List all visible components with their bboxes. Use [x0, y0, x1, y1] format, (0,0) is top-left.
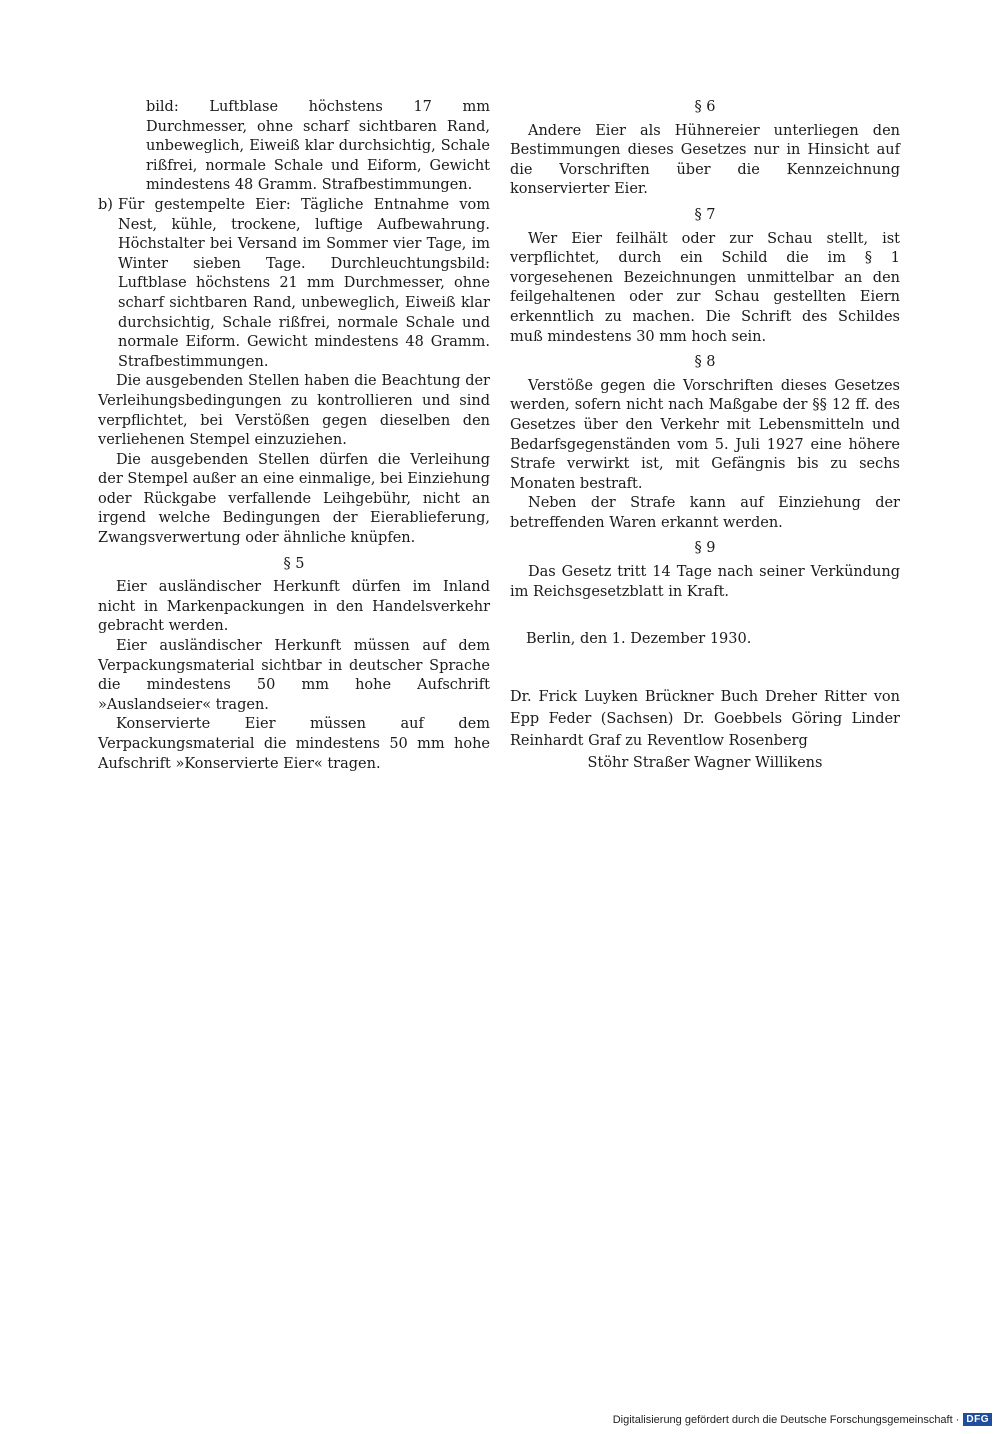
- section-8-text-1: Verstöße gegen die Vorschriften dieses Gesetzes werden, sofern nicht nach Maßgabe der §§ 12 ff. des Gesetzes über den Verkehr mit Lebensmitteln und Bedarfsgegenständen vom 5. Juli 1927 eine höhere Strafe verwirkt ist, mit Gefängnis bis zu sechs Monaten bestraft.: [510, 377, 900, 492]
- section-8-heading: § 8: [694, 354, 716, 371]
- section-7-text: Wer Eier feilhält oder zur Schau stellt, ist verpflichtet, durch ein Schild die im § 1 vorgesehenen Bezeichnungen unmittelbar an den feilgehaltenen oder zur Schau gestellten Eiern erkenntlich zu machen. Die Schrift des Schildes muß mindestens 30 mm hoch sein.: [510, 230, 900, 345]
- paragraph-stellen-kontrolle: Die ausgebenden Stellen haben die Beachtung der Verleihungsbedingungen zu kontrollieren und sind verpflichtet, bei Verstößen gegen dieselben den verliehenen Stempel einzuziehen.: [98, 373, 490, 449]
- place-date: Berlin, den 1. Dezember 1930.: [526, 631, 752, 648]
- item-b-label: b): [98, 196, 113, 213]
- section-5-paragraph-2: Eier ausländischer Herkunft müssen auf dem Verpackungsmaterial sichtbar in deutscher Sprache die mindestens 50 mm hohe Aufschrift »Auslandseier« tragen.: [98, 638, 490, 713]
- item-a-continuation: bild: Luftblase höchstens 17 mm Durchmesser, ohne scharf sichtbaren Rand, unbeweglich, Eiweiß klar durchsichtig, Schale rißfrei, normale Schale und Eiform, Gewicht mindestens 48 Gramm. Strafbestimmungen.: [146, 99, 490, 194]
- digitization-footer: [613, 1413, 992, 1426]
- left-column: [98, 98, 490, 774]
- footer-text: Digitalisierung gefördert durch die Deutsche Forschungsgemeinschaft ·: [612, 1413, 960, 1426]
- paragraph-stellen-verleihung: Die ausgebenden Stellen dürfen die Verleihung der Stempel außer an eine einmalige, bei Einziehung oder Rückgabe verfallende Leihgebühr, nicht an irgend welche Bedingungen der Eierablieferung, Zwangsverwertung oder ähnliche knüpfen.: [98, 451, 490, 547]
- section-6-text: Andere Eier als Hühnereier unterliegen den Bestimmungen dieses Gesetzes nur in Hinsicht auf die Vorschriften über die Kennzeichnung konservierter Eier.: [510, 122, 900, 198]
- section-8-text-2: Neben der Strafe kann auf Einziehung der betreffenden Waren erkannt werden.: [510, 495, 900, 531]
- section-5-paragraph-3: Konservierte Eier müssen auf dem Verpackungsmaterial die mindestens 50 mm hohe Aufschrift »Konservierte Eier« tragen.: [98, 716, 490, 772]
- item-b-text: Für gestempelte Eier: Tägliche Entnahme vom Nest, kühle, trockene, luftige Aufbewahrung. Höchstalter bei Versand im Sommer vier Tage, im Winter sieben Tage. Durchleuchtungsbild: Luftblase höchstens 21 mm Durchmesser, ohne scharf sichtbaren Rand, unbeweglich, Eiweiß klar durchsichtig, Schale rißfrei, normale Schale und normale Eiform. Gewicht mindestens 48 Gramm. Strafbestimmungen.: [118, 196, 490, 370]
- signatures-last-line: Stöhr Straßer Wagner Willikens: [587, 754, 823, 771]
- item-b: [98, 196, 490, 372]
- dfg-logo: DFG: [963, 1413, 992, 1426]
- signatures-block: [510, 686, 900, 774]
- section-6-heading: § 6: [694, 99, 716, 115]
- signatures-main: Dr. Frick Luyken Brückner Buch Dreher Ritter von Epp Feder (Sachsen) Dr. Goebbels Göring Linder Reinhardt Graf zu Reventlow Rosenberg: [510, 688, 900, 749]
- right-column: [510, 98, 900, 774]
- section-5-paragraph-1: Eier ausländischer Herkunft dürfen im Inland nicht in Markenpackungen in den Handelsverkehr gebracht werden.: [98, 579, 490, 635]
- section-7-heading: § 7: [694, 206, 716, 223]
- section-9-heading: § 9: [694, 540, 716, 557]
- section-5-heading: § 5: [283, 555, 305, 572]
- section-9-text: Das Gesetz tritt 14 Tage nach seiner Verkündung im Reichsgesetzblatt in Kraft.: [510, 564, 900, 600]
